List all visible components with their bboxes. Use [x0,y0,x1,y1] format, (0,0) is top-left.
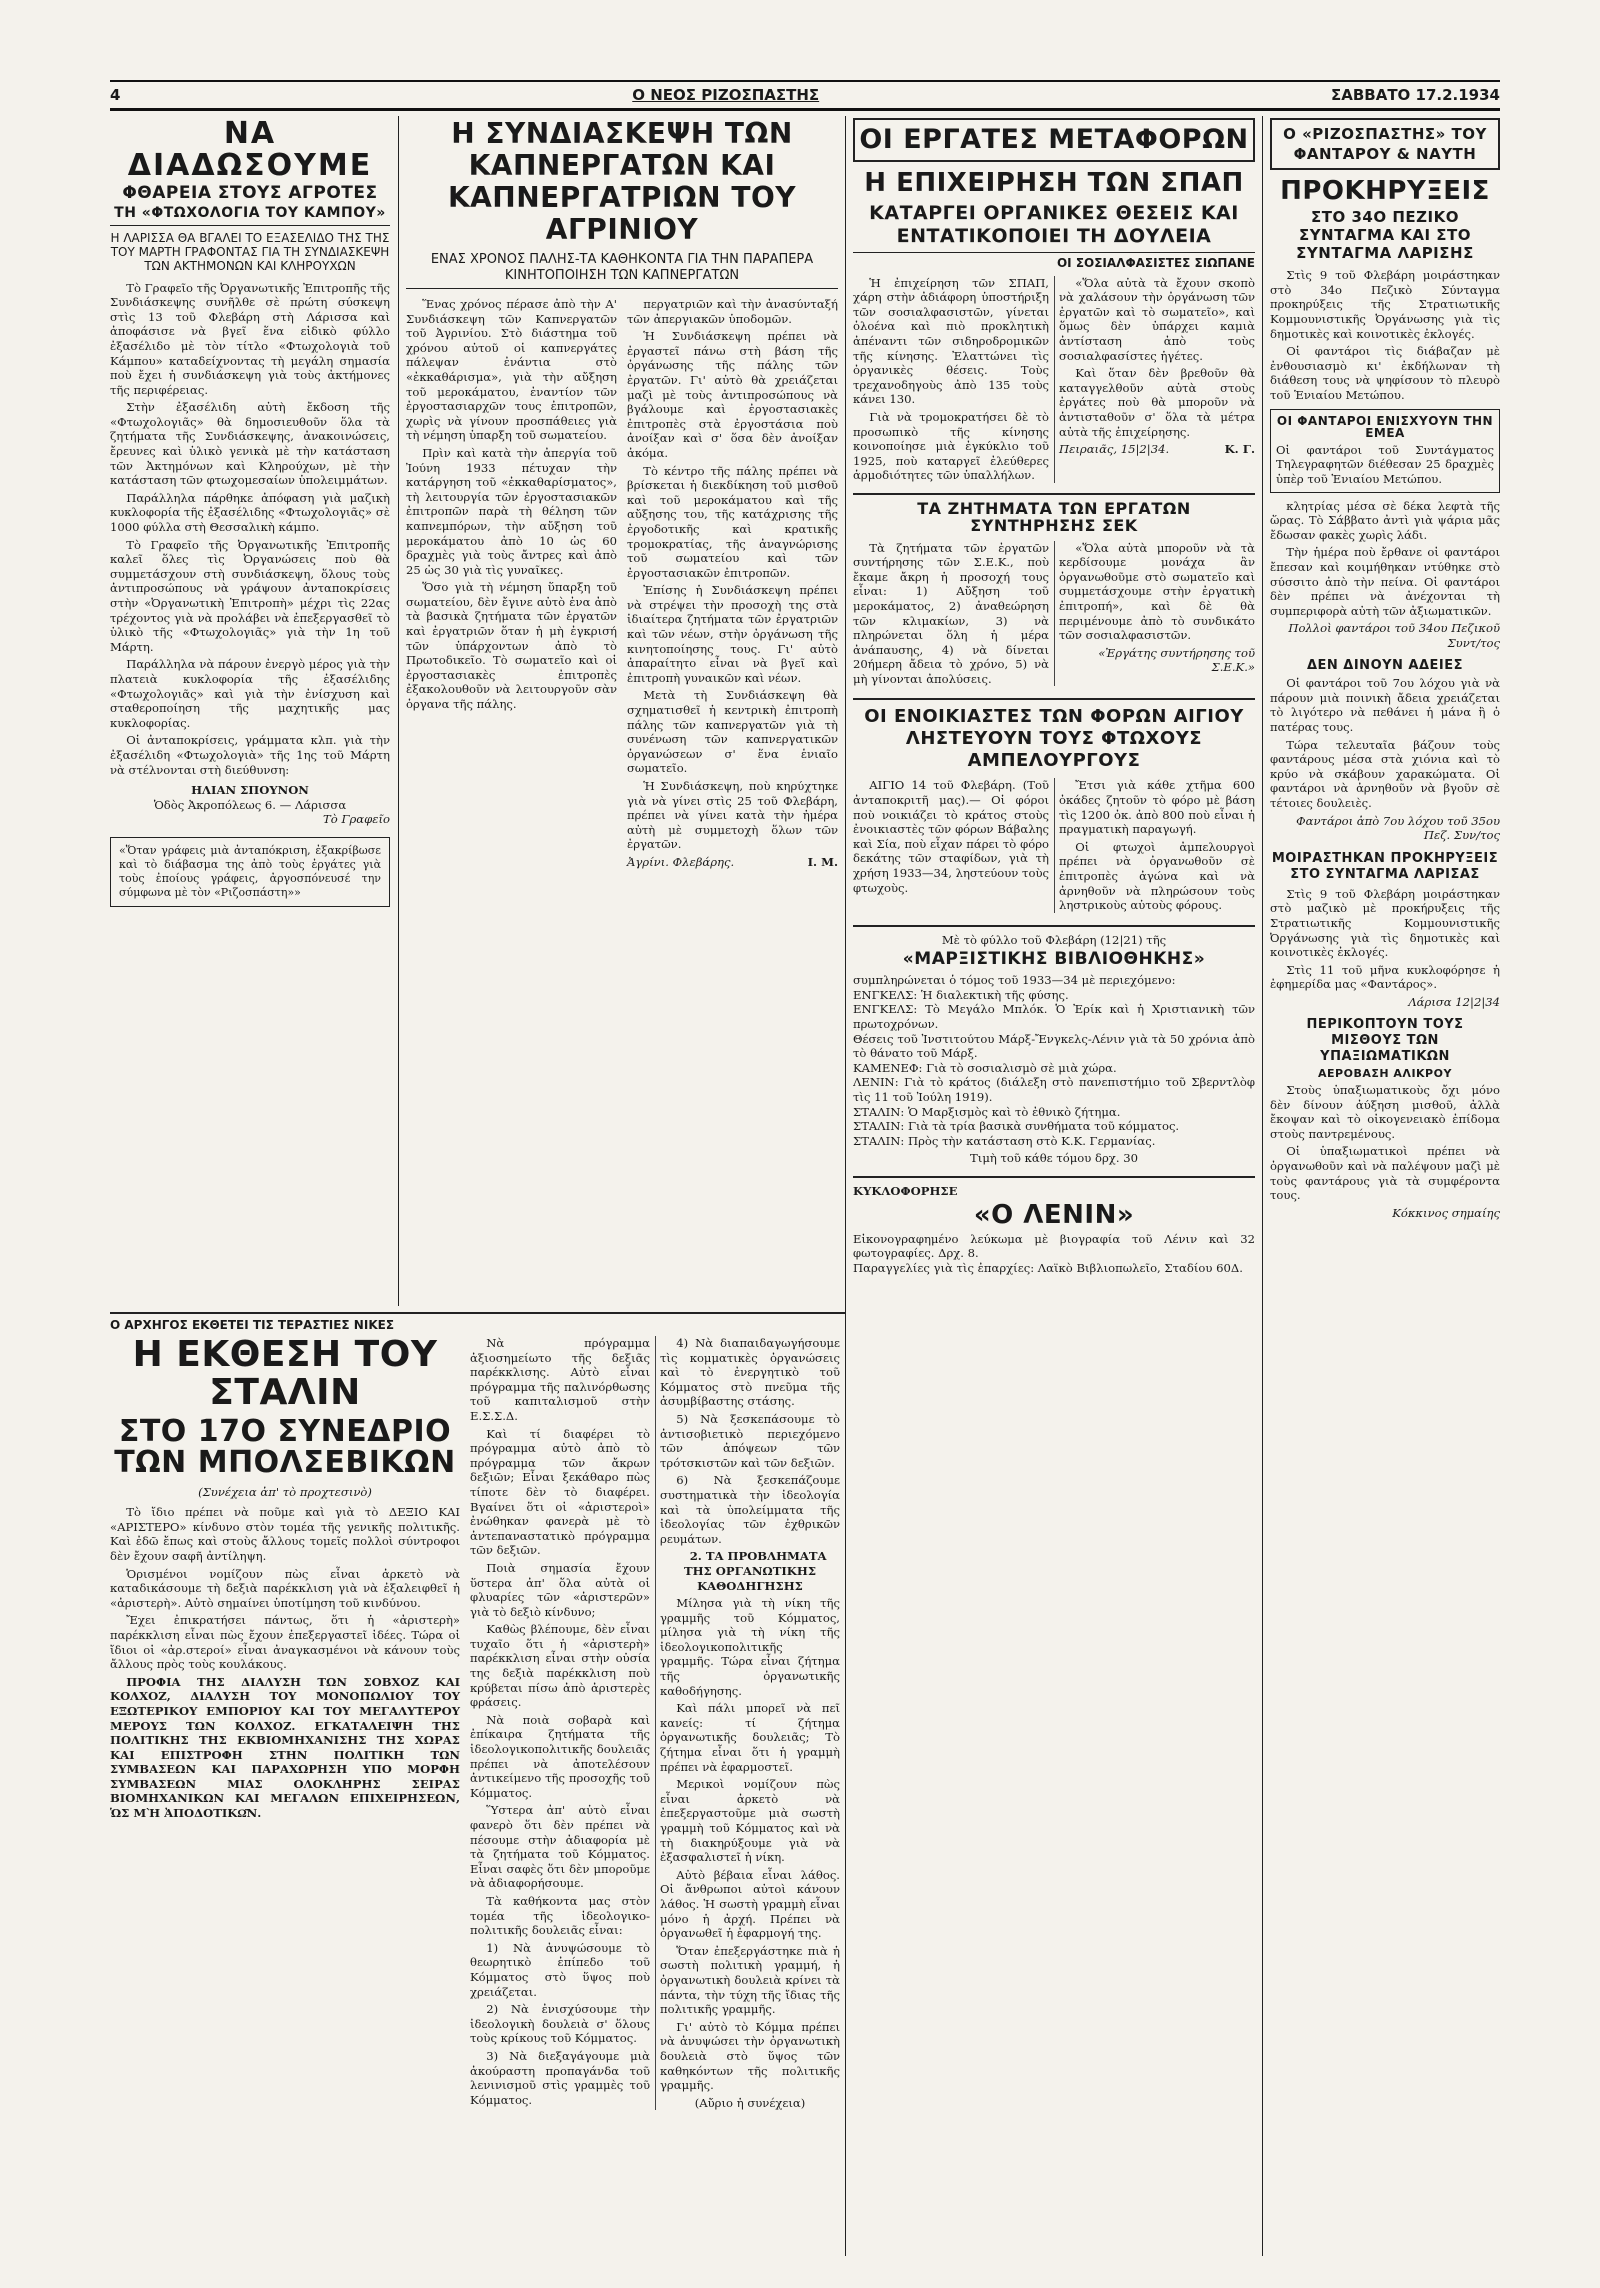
paragraph: Στὴν ἐξασέλιδη αὐτὴ ἔκδοση τῆς «Φτωχολογιᾶς» θὰ δημοσιευθοῦν ὅλα τὰ ζητήματα τῆς Συνδιάσκεψης, ἀνακοινώσεις, ἔρευνες καὶ ὑλικὸ γενικὰ μὲ τὴν κατάσταση τῶν Ἀκτημόνων καὶ Κληρούχων, μὲ τὴν κατάσταση τῶν φτωχομεσαίων ὑπολειμμάτων. [110,400,390,488]
headline: ΚΑΤΑΡΓΕΙ ΟΡΓΑΝΙΚΕΣ ΘΕΣΕΙΣ ΚΑΙ ΕΝΤΑΤΙΚΟΠΟΙΕΙ ΤΗ ΔΟΥΛΕΙΑ [869,201,1239,247]
continued-note: (Αὔριο ἡ συνέχεια) [694,2095,806,2110]
signature: Πολλοὶ φαντάροι τοῦ 34ου Πεζικοῦ Συντ/τος [1288,621,1500,650]
notice-text: Εἰκονογραφημένο λεύκωμα μὲ βιογραφία τοῦ Λένιν καὶ 32 φωτογραφίες. Δρχ. 8. [853,1231,1255,1261]
signature: «Ἐργάτης συντήρησης τοῦ Σ.Ε.Κ.» [1098,645,1255,675]
signature-row [627,855,838,870]
paragraph: Καὶ πάλι μπορεῖ νὰ πεῖ κανείς: τί ζήτημα ὀργανωτικῆς δουλειᾶς; Τὸ ζήτημα εἶναι ὅτι ἡ γραμμὴ πρέπει νὰ ἐφαρμοστεῖ. [660,1701,840,1774]
paragraph: Τὰ ζητήματα τῶν ἐργατῶν συντήρησης τῶν Σ.Ε.Κ., ποὺ ἔκαμε ἄκρη ἡ προσοχή τους εἶναι: 1) Αὔξηση τοῦ μεροκάματος, 2) ἀναθεώρηση τῶν κλιμακίων, 3) νὰ πληρώνεται ὅλη ἡ μέρα ἀνάπαυσης, 4) νὰ δίνεται 20ήμερη ἄδεια τὸ χρόνο, 5) νὰ μὴ γίνονται ἀπολύσεις. [853,540,1049,686]
deck: Η ΛΑΡΙΣΣΑ ΘΑ ΒΓΑΛΕΙ ΤΟ ΕΞΑΣΕΛΙΔΟ ΤΗΣ ΤΗΣ ΤΟΥ ΜΑΡΤΗ ΓΡΑΦΟΝΤΑΣ ΓΙΑ ΤΗ ΣΥΝΔΙΑΣΚΕΨΗ ΤΩΝ ΑΚΤΗΜΟΝΩΝ ΚΑΙ ΚΛΗΡΟΥΧΩΝ [110,230,390,273]
article-column [406,297,617,870]
page-number: 4 [110,86,121,104]
stalin-right-block [470,1336,840,2110]
notice-intro: Μὲ τὸ φύλλο τοῦ Φλεβάρη (12|21) τῆς [941,932,1167,947]
paragraph: Τώρα τελευταῖα βάζουν τοὺς φαντάρους μέσα στὰ χιόνια καὶ τὸ κρύο νὰ σκάβουν χαρακώματα. Οἱ φαντάροι νὰ ἀρνηθοῦν νὰ βγοῦν σὲ τέτοιες δουλειὲς. [1270,737,1500,810]
paragraph: Ἡ Συνδιάσκεψη, ποὺ κηρύχτηκε γιὰ νὰ γίνει στὶς 25 τοῦ Φλεβάρη, πρέπει νὰ γίνει κατὰ τὴν ἡμέρα αὐτὴ μὲ συμμετοχὴ ὅλων τῶν ἐργατῶν. [627,779,838,852]
headline: ΟΙ ΕΝΟΙΚΙΑΣΤΕΣ ΤΩΝ ΦΟΡΩΝ ΑΙΓΙΟΥ ΛΗΣΤΕΥΟΥΝ ΤΟΥΣ ΦΤΩΧΟΥΣ ΑΜΠΕΛΟΥΡΓΟΥΣ [853,698,1255,772]
paragraph: 3) Νὰ διεξαγάγουμε μιὰ ἀκούραστη προπαγάνδα τοῦ λενινισμοῦ στὶς γραμμὲς τοῦ Κόμματος. [470,2048,650,2107]
notice-item: συμπληρώνεται ὁ τόμος τοῦ 1933—34 μὲ περιεχόμενο: [853,973,1176,988]
kicker: Ο ΑΡΧΗΓΟΣ ΕΚΘΕΤΕΙ ΤΙΣ ΤΕΡΑΣΤΙΕΣ ΝΙΚΕΣ [110,1318,395,1332]
paragraph: Οἱ φαντάροι τὶς διάβαζαν μὲ ἐνθουσιασμὸ κι' ἐκδήλωναν τὴ διάθεση τους νὰ ψηφίσουν τὸ πλευρὸ τοῦ Ἑνιαίου Μετώπου. [1270,344,1500,403]
signature: Τὸ Γραφεῖο [323,812,390,827]
paragraph: Τὰ καθήκοντα μας στὸν τομέα τῆς ἰδεολογικο-πολιτικῆς δουλειᾶς εἶναι: [470,1893,650,1938]
paragraph: Οἱ ἀνταποκρίσεις, γράμματα κλπ. γιὰ τὴν ἐξασέλιδη «Φτωχολογιὰ» τῆς 1ης τοῦ Μάρτη νὰ στέλνονται στὴ διεύθυνση: [110,733,390,777]
notice-item: ΕΝΓΚΕΛΣ: Ἡ διαλεκτικὴ τῆς φύσης. [853,987,1069,1002]
headline: «Ο ΛΕΝΙΝ» [973,1199,1135,1230]
paragraph: Στὶς 11 τοῦ μῆνα κυκλοφόρησε ἡ ἐφημερίδα μας «Φαντάρος». [1270,962,1500,992]
notice-item: ΛΕΝΙΝ: Γιὰ τὸ κράτος (διάλεξη στὸ πανεπιστήμιο τοῦ Σβερντλὸφ τὶς 11 τοῦ Ἰούλη 1919). [853,1075,1255,1105]
paragraph: Στὶς 9 τοῦ Φλεβάρη μοιράστηκαν στὸ μαζικὸ μὲ προκήρυξεις τῆς Στρατιωτικῆς Κομμουνιστικῆς Ὀργάνωσης γιὰ τὶς δημοτικὲς καὶ κοινοτικὲς ἐκλογές. [1270,886,1500,960]
paragraph: Ὕστερα ἀπ' αὐτὸ εἶναι φανερὸ ὅτι δὲν πρέπει νὰ πέσουμε στὴν ἀδιαφορία μὲ τὰ ζητήματα τοῦ Κόμματος. Εἶναι σαφὲς ὅτι δὲν μποροῦμε νὰ ἀδιαφορήσουμε. [470,1803,650,1891]
notice-item: ΣΤΑΛΙΝ: Ὁ Μαρξισμὸς καὶ τὸ ἐθνικὸ ζήτημα. [853,1104,1121,1119]
paragraph: 2) Νὰ ἐνισχύσουμε τὴν ἰδεολογικὴ δουλειὰ σ' ὅλους τοὺς κρίκους τοῦ Κόμματος. [470,2002,650,2046]
paragraph: Παράλληλα νὰ πάρουν ἐνεργὸ μέρος γιὰ τὴν πλατειὰ κυκλοφορία τῆς ἐξασέλιδης «Φτωχολογιᾶς» καὶ γιὰ τὴν ἐνίσχυση καὶ σταθεροποίηση τῆς μαχητικῆς μας κυκλοφορίας. [110,657,390,730]
section-rule [110,1312,845,1314]
paragraph: Τὸ Γραφεῖο τῆς Ὀργανωτικῆς Ἐπιτροπῆς τῆς Συνδιάσκεψης συνῆλθε σὲ πρώτη σύσκεψη στὶς 13 τοῦ Φλεβάρη στὴ Λάρισσα καὶ ἀποφάσισε νὰ βγεῖ ἕνα εἰδικὸ φύλλο ἐξασέλιδο μὲ τὸν τίτλο «Φτωχολογιὰ τοῦ Κάμπου» καταδείχνοντας τὴ μεγάλη σημασία ποὺ ἔχει ἡ συνδιάσκεψη γιὰ τοὺς ἀκτήμονες τῆς περιφέρειας. [110,280,390,397]
paragraph: Τὸ Γραφεῖο τῆς Ὀργανωτικῆς Ἐπιτροπῆς καλεῖ ὅλες τὶς Ὀργανώσεις ποὺ θὰ συμμετάσχουν στὴ συνδιάσκεψη, ὅλους τοὺς ἀντιπροσώπους νὰ γράψουν ἀνταποκρίσεις στὴν «Ὀργανωτικὴ Ἐπιτροπὴ» μέχρι τὶς 22ας τρέχοντος γιὰ νὰ προλάβει νὰ ἐπεξεργασθεῖ τὸ ὑλικὸ τῆς «Φτωχολογιᾶς» γιὰ τὴν 1η τοῦ Μάρτη. [110,537,390,654]
info-box [1270,409,1500,493]
paragraph: Ὁρισμένοι νομίζουν πὼς εἶναι ἀρκετὸ νὰ καταδικάσουμε τὴ δεξιὰ παρέκκλιση γιὰ νὰ ἐξαλειφθεῖ ἡ «ἀριστερὴ». Αὐτὸ σημαίνει ὑποτίμηση τοῦ κινδύνου. [110,1566,460,1610]
paragraph: Μίλησα γιὰ τὴ νίκη τῆς γραμμῆς τοῦ Κόμματος, μίλησα γιὰ τὴ νίκη τῆς ἰδεολογικοπολιτικῆς γραμμῆς. Τώρα εἶναι ζήτημα τῆς ὀργανωτικῆς καθοδήγησης. [660,1596,840,1698]
column-rule [1262,116,1263,2256]
paragraph: Ἕνας χρόνος πέρασε ἀπὸ τὴν Α' Συνδιάσκεψη τῶν Καπνεργατῶν τοῦ Ἀγρινίου. Στὸ διάστημα τοῦ χρόνου αὐτοῦ οἱ καπνεργάτες πάλεψαν ἐνάντια στὸ «ἐκκαθάρισμα», γιὰ τὴν αὔξηση τοῦ μεροκάματου, ἐναντίον τῶν ἐργοστασιαρχῶν τους ἐπιτροπῶν, χωρὶς νὰ γίνουν προσπάθειες γιὰ τὴ νέμηση ὑπαρξη τοῦ σωματείου. [406,297,617,443]
article-metafores [853,118,1255,2268]
masthead-bottom-rule [110,108,1500,111]
signature: Κόκκινος σημαίης [1392,1205,1500,1220]
paragraph: κλητρίας μέσα σὲ δέκα λεφτὰ τῆς ὥρας. Τὸ Σάββατο ἀντὶ γιὰ ψάρια μᾶς ἔδωσαν φακὲς χωρὶς λάδι. [1270,498,1500,542]
paragraph: Καὶ ὅταν δὲν βρεθοῦν θὰ καταγγελθοῦν αὐτὰ στοὺς ἐργάτες ποὺ θὰ μποροῦν νὰ ἀντισταθοῦν σ' ὅλα τὰ μέτρα αὐτὰ τῆς ἐπιχείρησης. [1059,366,1255,439]
signature: Φαντάροι ἀπὸ 7ου λόχου τοῦ 35ου Πεζ. Συν/τος [1296,813,1500,843]
paragraph: Στοὺς ὑπαξιωματικοὺς ὄχι μόνο δὲν δίνουν ἀύξηση μισθοῦ, ἀλλὰ ἔκοψαν καὶ τὸ οἰκογενειακὸ ἐπίδομα στοὺς παντρεμένους. [1270,1083,1500,1141]
paragraph: ΠΡΟΦΙΑ ΤΗΣ ΔΙΑΛΥΣΗ ΤΩΝ ΣΟΒΧΟΖ ΚΑΙ ΚΟΛΧΟΖ, ΔΙΑΛΥΣΗ ΤΟΥ ΜΟΝΟΠΩΛΙΟΥ ΤΟΥ ΕΞΩΤΕΡΙΚΟΥ ΕΜΠΟΡΙΟΥ ΚΑΙ ΤΟΥ ΜΕΓΑΛΥΤΕΡΟΥ ΜΕΡΟΥΣ ΤΩΝ ΚΟΛΧΟΖ. ΕΓΚΑΤΑΛΕΙΨΗ ΤΗΣ ΠΟΛΙΤΙΚΗΣ ΤΗΣ ΕΚΒΙΟΜΗΧΑΝΙΣΗΣ ΤΗΣ ΧΩΡΑΣ ΚΑΙ ΕΠΙΣΤΡΟΦΗ ΣΤΗΝ ΠΟΛΙΤΙΚΗ ΤΩΝ ΣΥΜΒΑΣΕΩΝ ΚΑΙ ΠΑΡΑΧΩΡΗΣΗ ΥΠΟ ΜΟΡΦΗ ΣΥΜΒΑΣΕΩΝ ΜΙΑΣ ΟΛΟΚΛΗΡΗΣ ΣΕΙΡΑΣ ΒΙΟΜΗΧΑΝΙΚΩΝ ΚΑΙ ΜΕΓΑΛΩΝ ΕΠΙΧΕΙΡΗΣΕΩΝ, ὩΣ ΜῊ ἈΠΟΔΟΤΙΚΩ͂Ν. [110,1674,460,1821]
headline: Η ΕΠΙΧΕΙΡΗΣΗ ΤΩΝ ΣΠΑΠ [864,168,1244,199]
signature: Λάρισα 12|2|34 [1408,994,1500,1009]
headline: ΜΟΙΡΑΣΤΗΚΑΝ ΠΡΟΚΗΡΥΞΕΙΣ ΣΤΟ ΣΥΝΤΑΓΜΑ ΛΑΡΙΣΑΣ [1271,850,1499,882]
signature-place: Ἀγρίνι. Φλεβάρης. [627,854,735,869]
notice-item: ΣΤΑΛΙΝ: Γιὰ τὰ τρία βασικὰ συνθήματα τοῦ κόμματος. [853,1119,1180,1134]
headline: ΠΡΟΚΗΡΥΞΕΙΣ [1280,176,1490,206]
paragraph: Μερικοὶ νομίζουν πὼς εἶναι ἀρκετὸ νὰ ἐπεξεργαστοῦμε μιὰ σωστὴ γραμμὴ τοῦ Κόμματος καὶ νὰ τὴ διακηρύξουμε γιὰ νὰ ἐξασφαλιστεῖ ἡ νίκη. [660,1777,840,1865]
headline: ΟΙ ΕΡΓΑΤΕΣ ΜΕΤΑΦΟΡΩΝ [853,118,1255,162]
headline: ΠΕΡΙΚΟΠΤΟΥΝ ΤΟΥΣ ΜΙΣΘΟΥΣ ΤΩΝ ΥΠΑΞΙΩΜΑΤΙΚΩΝ [1306,1017,1464,1065]
headline: Η ΣΥΝΔΙΑΣΚΕΨΗ ΤΩΝ ΚΑΠΝΕΡΓΑΤΩΝ ΚΑΙ ΚΑΠΝΕΡΓΑΤΡΙΩΝ ΤΟΥ ΑΓΡΙΝΙΟΥ [447,118,797,246]
signature-initials: Κ. Γ. [1224,442,1255,457]
box-text: Οἱ φαντάροι τοῦ Συντάγματος Τηλεγραφητῶν διέθεσαν 25 δραχμὲς ὑπὲρ τοῦ Ἑνιαίου Μετώπου. [1276,442,1494,487]
article-body [853,276,1255,483]
notice-kicker: ΚΥΚΛΟΦΟΡΗΣΕ [853,1183,958,1198]
paragraph: Οἱ φτωχοὶ ἀμπελουργοὶ πρέπει νὰ ὀργανωθοῦν σὲ ἐπιτροπὲς ἀγώνα καὶ νὰ ἀρνηθοῦν νὰ πληρώσουν τοὺς ληστρικοὺς αὐτοὺς φόρους. [1059,839,1255,913]
address-name: ΗΛΙΑΝ ΣΠΟΥΝΟΝ [191,783,309,798]
notice-item: Θέσεις τοῦ Ἰνστιτούτου Μάρξ-Ἔνγκελς-Λένιν γιὰ τὰ 50 χρόνια ἀπὸ τὸ θάνατο τοῦ Μάρξ. [853,1031,1255,1061]
paragraph: Ποιὰ σημασία ἔχουν ὕστερα ἀπ' ὅλα αὐτὰ οἱ φλυαρίες τῶν «ἀριστερῶν» γιὰ τὸ δεξιὸ κίνδυνο; [470,1560,650,1619]
paragraph: περγατριῶν καὶ τὴν ἀνασύνταξή τῶν ἀπεργιακῶν ὑποδομῶν. [627,297,838,326]
headline: ΝΑ ΔΙΑΔΩΣΟΥΜΕ [127,118,373,183]
deck: ΕΝΑΣ ΧΡΟΝΟΣ ΠΑΛΗΣ-ΤΑ ΚΑΘΗΚΟΝΤΑ ΓΙΑ ΤΗΝ ΠΑΡΑΠΕΡΑ ΚΙΝΗΤΟΠΟΙΗΣΗ ΤΩΝ ΚΑΠΝΕΡΓΑΤΩΝ [406,252,838,289]
paragraph: 1) Νὰ ἀνυψώσουμε τὸ θεωρητικὸ ἐπίπεδο τοῦ Κόμματος στὸ ὕψος ποὺ χρειάζεται. [470,1940,650,1999]
deck: ΟΙ ΣΟΣΙΑΛΦΑΣΙΣΤΕΣ ΣΙΩΠΑΝΕ [853,252,1255,270]
issue-date: ΣΑΒΒΑΤΟ 17.2.1934 [1330,86,1500,104]
subhead: ΦΘΑΡΕΙΑ ΣΤΟΥΣ ΑΓΡΟΤΕΣ [122,183,378,203]
paragraph: Ἔτσι γιὰ κάθε χτῆμα 600 ὀκάδες ζητοῦν τὸ φόρο μὲ βάση τὶς 1200 ὀκ. ἀπὸ 800 ποὺ εἶναι ἡ πραγματικὴ παραγωγή. [1059,778,1255,837]
paragraph: Μετὰ τὴ Συνδιάσκεψη θὰ σχηματισθεῖ ἡ κεντρικὴ ἐπιτροπὴ πάλης τῶν καπνεργατῶν γιὰ τὴ συνένωση τῶν καπνεργατικῶν ὀργανώσεων σ' ἕνα ἑνιαῖο σωματεῖο. [627,688,838,776]
paragraph: 4) Νὰ διαπαιδαγωγήσουμε τὶς κομματικὲς ὀργανώσεις καὶ τὸ ἐνεργητικὸ τοῦ Κόμματος στὸ πνεῦμα τῆς ἀσυμβίβαστης στάσης. [660,1336,840,1409]
paragraph: Τὸ ἴδιο πρέπει νὰ ποῦμε καὶ γιὰ τὸ ΔΕΞΙΟ ΚΑΙ «ΑΡΙΣΤΕΡΟ» κίνδυνο στὸν τομέα τῆς γενικῆς πολιτικῆς. Καὶ ἐδῶ ἔπως καὶ στοὺς ἄλλους τομεῖς πολλοὶ σύντροφοι δὲν ἔχουν σαφῆ ἀντίληψη. [110,1505,460,1563]
headline-text: Η ΕΚΘΕΣΗ ΤΟΥ ΣΤΑΛΙΝ [132,1334,438,1413]
paragraph: Ἔχει ἐπικρατήσει πάντως, ὅτι ἡ «ἀριστερὴ» παρέκκλιση εἶναι πὼς ἔχουν ἐπεξεργαστεῖ ἰδέες. Τώρα οἱ ἴδιοι οἱ «ἀρ.στεροί» εἶναι ἀναγκασμένοι νὰ κάνουν τοὺς ἄλλους πρὸς τοὺς κουλάκους. [110,1613,460,1672]
box-headline: Ο «ΡΙΖΟΣΠΑΣΤΗΣ» ΤΟΥ ΦΑΝΤΑΡΟΥ & ΝΑΥΤΗ [1270,118,1500,170]
article-body [853,541,1255,687]
notice-item: ΣΤΑΛΙΝ: Πρὸς τὴν κατάσταση στὸ Κ.Κ. Γερμανίας. [853,1133,1156,1148]
paragraph: Ὅσο γιὰ τὴ νέμηση ὕπαρξη τοῦ σωματείου, δὲν ἔγινε αὐτὸ ἐνα ἀπὸ τὰ βασικὰ ζητήματα τῶν ἐργατῶν καὶ ἐργατριῶν ὅταν ἡ μὴ ἐγκρισή τῶν ὑπάρχοντων ἀπὸ τὸ Πρωτοδικεῖο. Τὸ σωματεῖο καὶ οἱ ἐργοστασιακὲς ἐπιτροπὲς ἐξακολουθοῦν νὰ λειτουργοῦν σὰν ὁργανα τῆς πάλης. [406,580,617,712]
article-fantaroi [1270,118,1500,2268]
paragraph: Παράλληλα πάρθηκε ἀπόφαση γιὰ μαζικὴ κυκλοφορία τῆς ἐξασέλιδης «Φτωχολογιᾶς» σὲ 1000 φύλλα στὴ Θεσσαλικὴ κάμπο. [110,490,390,535]
notice-item: ΚΑΜΕΝΕΦ: Γιὰ τὸ σοσιαλισμὸ σὲ μιὰ χώρα. [853,1060,1117,1075]
paragraph: Τὴν ἡμέρα ποὺ ἔρθανε οἱ φαντάροι ἔπεσαν καὶ κοιμήθηκαν ντύθηκε στὸ σύσσιτο ἀπὸ τὴν πείνα. Οἱ φαντάροι δὲν πρέπει νὰ ἀνέχονται τὴ συμπεριφορὰ αὐτὴ τῶν ἀξιωματικῶν. [1270,545,1500,618]
notice-box: «Ὅταν γράφεις μιὰ ἀνταπόκριση, ἐξακρίβωσε καὶ τὸ διάβασμα της ἀπὸ τοὺς ἐργάτες γιὰ τοὺς ἐποίους γράφεις, ἀργοσπόνευσέ την σύμφωνα μὲ τὸν «Ριζοσπάστη»» [110,837,390,907]
marxist-library-notice [853,925,1255,1166]
headline: ΣΤΟ 17Ο ΣΥΝΕΔΡΙΟ ΤΩΝ ΜΠΟΛΣΕΒΙΚΩΝ [114,1413,456,1481]
signature-row [1059,442,1255,457]
lenin-notice [853,1176,1255,1276]
article-stalin-report [110,1318,840,2268]
paragraph: Τὸ κέντρο τῆς πάλης πρέπει νὰ βρίσκεται ἡ διεκδίκηση τοῦ μισθοῦ καὶ τοῦ μεροκάματου καὶ τῆς αὔξησης του, τῆς κατάχρισης τῆς ἐργοδοτικῆς καὶ κρατικῆς τρομοκρατίας, τῆς ἀναγνώρισης τοῦ σωματείου καὶ τῶν ἐργοστασιακῶν ἐπιτροπῶν. [627,463,838,580]
paragraph: Στὶς 9 τοῦ Φλεβάρη μοιράστηκαν στὸ 34ο Πεζικὸ Σύνταγμα προκηρύξεις τῆς Στρατιωτικῆς Κομμουνιστικῆς Ὀργάνωσης γιὰ τὶς δημοτικὲς καὶ κοινοτικὲς ἐκλογές. [1270,268,1500,341]
signature-place: Πειραιᾶς, 15|2|34. [1059,442,1170,457]
article-fotologia [110,118,390,1308]
paragraph: ΑΙΓΙΟ 14 τοῦ Φλεβάρη. (Τοῦ ἀνταποκριτῆ μας).— Οἱ φόροι ποὺ νοικιάζει τὸ κράτος στοὺς ἐνοικιαστὲς τῶν φόρων Βάβαλης καὶ Σία, ποὺ εἶχαν πάρει τὸ φόρο δεκάτης τῶν σταφίδων, γιὰ τὴ χρήση 1933—34, ληστεύουν τοὺς φτωχοὺς. [853,778,1049,895]
masthead-top-rule [110,80,1500,82]
headline: ΣΤΟ 34Ο ΠΕΖΙΚΟ ΣΥΝΤΑΓΜΑ ΚΑΙ ΣΤΟ ΣΥΝΤΑΓΜΑ ΛΑΡΙΣΗΣ [1296,208,1474,263]
paragraph: Ἡ Συνδιάσκεψη πρέπει νὰ ἐργαστεῖ πάνω στὴ βάση τῆς ὀργάνωσης τῆς πάλης τῶν ἐργατῶν. Γι' αὐτὸ θὰ χρειάζεται μαζὶ μὲ τοὺς ἀντιπροσώπους νὰ βγάλουμε καὶ ἐργοστασιακὲς ἐπιτροπὲς στὰ ἐργοστάσια ποὺ ἀνοίξαν καὶ σ' ὅσα δὲν ἀνοίξαν ἀκόμα. [627,329,838,460]
notice-text: Παραγγελίες γιὰ τὶς ἐπαρχίες: Λαϊκὸ Βιβλιοπωλεῖο, Σταδίου 60Δ. [853,1261,1243,1276]
paragraph: Καθὼς βλέπουμε, δὲν εἶναι τυχαῖο ὅτι ἡ «ἀριστερὴ» παρέκκλιση εἶναι στὴν οὐσία της δεξιὰ παρέκκλιση ποὺ κρύβεται πίσω ἀπὸ ἀριστερὲς φράσεις. [470,1622,650,1710]
paper-name: Ο ΝΕΟΣ ΡΙΖΟΣΠΑΣΤΗΣ [632,86,820,104]
continuation: (Συνέχεια ἀπ' τὸ προχτεσινὸ) [198,1484,372,1499]
column-rule [845,116,846,2256]
stalin-left-block [110,1336,460,2110]
article-body [853,778,1255,912]
section-heading: 2. ΤΑ ΠΡΟΒΛΗΜΑΤΑ ΤΗΣ ΟΡΓΑΝΩΤΙΚΗΣ ΚΑΘΟΔΗΓΗΣΗΣ [683,1549,827,1593]
masthead [110,84,1500,106]
column-rule [398,116,399,1306]
paragraph: Γι' αὐτὸ τὸ Κόμμα πρέπει νὰ ἀνυψώσει τὴν ὀργανωτικὴ δουλειὰ στὸ ὕψος τῶν καθηκόντων τῆς πολιτικῆς γραμμῆς. [660,2019,840,2093]
paragraph: Οἱ φαντάροι τοῦ 7ου λόχου γιὰ νὰ πάρουν μιὰ ποινικὴ ἄδεια χρειάζεται τὸ λιγότερο νὰ πεθάνει ἡ μάνα ἢ ὁ πατέρας τους. [1270,676,1500,734]
paragraph: Ὅταν ἐπεξεργάστηκε πιὰ ἡ σωστὴ πολιτικὴ γραμμή, ἡ ὀργανωτικὴ δουλειὰ κρίνει τὰ πάντα, τὴν τύχη τῆς ἴδιας τῆς πολιτικῆς γραμμῆς. [660,1943,840,2017]
paragraph: Οἱ ὑπαξιωματικοὶ πρέπει νὰ ὀργανωθοῦν καὶ νὰ παλέψουν μαζὶ μὲ τοὺς φαντάρους γιὰ τὰ συμφέροντα τους. [1270,1144,1500,1203]
paragraph: Γιὰ νὰ τρομοκρατήσει δὲ τὸ προσωπικὸ τῆς κίνησης κοινοποίησε μιὰ ἐγκύκλιο τοῦ 1925, ποὺ καταργεῖ ἐλεύθερες ἁρμοδιότητες τῶν ὑπαλλήλων. [853,409,1049,483]
paragraph: Ἡ ἐπιχείρηση τῶν ΣΠΑΠ, χάρη στὴν ἀδιάφορη ὑποστήριξη τῶν σοσιαλφασιστῶν, γίνεται ὁλοένα καὶ πιὸ προκλητικὴ ἀπέναντι τῶν σιδηροδρομικῶν τῆς κίνησης. Ἐλαττώνει τὶς ὀργανικὲς θέσεις. Τοὺς τρεχανοδηγοὺς ἀπὸ 135 τοὺς κάνει 130. [853,275,1049,407]
box-title: ΟΙ ΦΑΝΤΑΡΟΙ ΕΝΙΣΧΥΟΥΝ ΤΗΝ ΕΜΕΑ [1276,413,1494,441]
subhead: ΤΗ «ΦΤΩΧΟΛΟΓΙΑ ΤΟΥ ΚΑΜΠΟΥ» [110,206,390,226]
paragraph: «Ὅλα αὐτὰ μποροῦν νὰ τὰ κερδίσουμε μονάχα ἂν ὀργανωθοῦμε στὸ σωματεῖο καὶ συμμετάσχουμε στὴν ἐργατικὴ ἐπιτροπή», καὶ δὲ θὰ περιμένουμε ἀπὸ τὸ συνδικάτο τῶν σοσιαλφασιστῶν. [1059,540,1255,643]
paragraph: 5) Νὰ ξεσκεπάσουμε τὸ ἀντισοβιετικὸ περιεχόμενο τῶν ἀπόψεων τῶν τρότσκιστῶν καὶ τῶν δεξιῶν. [660,1411,840,1470]
signature-initials: Ι. Μ. [807,854,838,869]
paragraph: Ἐπίσης ἡ Συνδιάσκεψη πρέπει νὰ στρέψει τὴν προσοχὴ της στὰ ἰδιαίτερα ζητήματα τῶν ἐργατριῶν καὶ τῶν νέων, στὴν ὀργάνωση τῆς κινητοποίησης τους. Γι' αὐτὸ ἀπαραίτητο εἶναι νὰ βγεῖ καὶ ἐπιτροπὴ γυναικῶν καὶ νέων. [627,583,838,685]
headline [110,1336,460,1412]
article-kapnergates [406,118,838,1308]
headline: ΔΕΝ ΔΙΝΟΥΝ ΑΔΕΙΕΣ [1306,657,1464,673]
notice-price: Τιμὴ τοῦ κάθε τόμου δρχ. 30 [970,1151,1138,1166]
headline: «ΜΑΡΞΙΣΤΙΚΗΣ ΒΙΒΛΙΟΘΗΚΗΣ» [902,949,1206,970]
paragraph: Αὐτὸ βέβαια εἶναι λάθος. Οἱ ἄνθρωποι αὐτοὶ κάνουν λάθος. Ἡ σωστὴ γραμμὴ εἶναι μόνο ἡ ἀρχή. Πρέπει νὰ ὀργανωθεῖ ἡ ἐφαρμογή της. [660,1867,840,1941]
paragraph: Νὰ πρόγραμμα ἀξιοσημείωτο τῆς δεξιᾶς παρέκκλισης. Αὐτὸ εἶναι πρόγραμμα τῆς παλινόρθωσης τοῦ καπιταλισμοῦ στὴν Ε.Σ.Σ.Δ. [470,1336,650,1423]
paragraph: Καὶ τί διαφέρει τὸ πρόγραμμα αὐτὸ ἀπὸ τὸ πρόγραμμα τῶν ἄκρων δεξιῶν; Εἶναι ξεκάθαρο πὼς τίποτε δὲν τὸ διαφέρει. Βγαίνει ὅτι οἱ «ἀριστεροὶ» ἐνώθηκαν φανερὰ μὲ τὸ ἀντεπαναστατικὸ πρόγραμμα τῶν δεξιῶν. [470,1426,650,1558]
notice-item: ΕΝΓΚΕΛΣ: Τὸ Μεγάλο Μπλόκ. Ὁ Ἐρίκ καὶ ἡ Χριστιανικὴ τῶν πρωτοχρόνων. [853,1002,1255,1032]
article-column [627,297,838,870]
paragraph: «Ὅλα αὐτὰ τὰ ἔχουν σκοπὸ νὰ χαλάσουν τὴν ὀργάνωση τῶν ἐργατῶν καὶ τὸ σωματεῖο», καὶ ὅμως δὲν ὑπάρχει καμιὰ ἀντίσταση ἀπὸ τοὺς σοσιαλφασίστες ἡγέτες. [1059,275,1255,363]
paragraph: Νὰ ποιὰ σοβαρὰ καὶ ἐπίκαιρα ζητήματα τῆς ἰδεολογικοπολιτικῆς δουλειᾶς πρέπει νὰ ἀποτελέσουν ἀντικείμενο τῆς προσοχῆς τοῦ Κόμματος. [470,1712,650,1800]
subhead: ΑΕΡΟΒΑΣΗ ΑΛΙΚΡΟΥ [1318,1067,1452,1081]
headline: ΤΑ ΖΗΤΗΜΑΤΑ ΤΩΝ ΕΡΓΑΤΩΝ ΣΥΝΤΗΡΗΣΗΣ ΣΕΚ [853,493,1255,535]
address-street: Ὁδὸς Ἀκροπόλεως 6. — Λάρισσα [153,797,347,812]
paragraph: 6) Νὰ ξεσκεπάζουμε συστηματικὰ τὴν ἰδεολογία καὶ τὰ ὑπολείμματα τῆς ἰδεολογίας τῶν ἐχθρικῶν ρευμάτων. [660,1473,840,1546]
paragraph: Πρὶν καὶ κατὰ τὴν ἀπεργία τοῦ Ἰούνη 1933 πέτυχαν τὴν κατάργηση τοῦ «ἐκκαθαρίσματος», τὴ λειτουργία τῶν ἐργοστασιακῶν ἐπιτροπῶν παρὰ τὴ θέληση τῶν καπνεμπόρων, τὴν αὔξηση τοῦ μεροκάματου ἀπὸ 10 ὡς 60 δραχμὲς γιὰ τοὺς ἄντρες καὶ ἀπὸ 25 ὡς 30 γιὰ τὶς γυναῖκες. [406,445,617,577]
